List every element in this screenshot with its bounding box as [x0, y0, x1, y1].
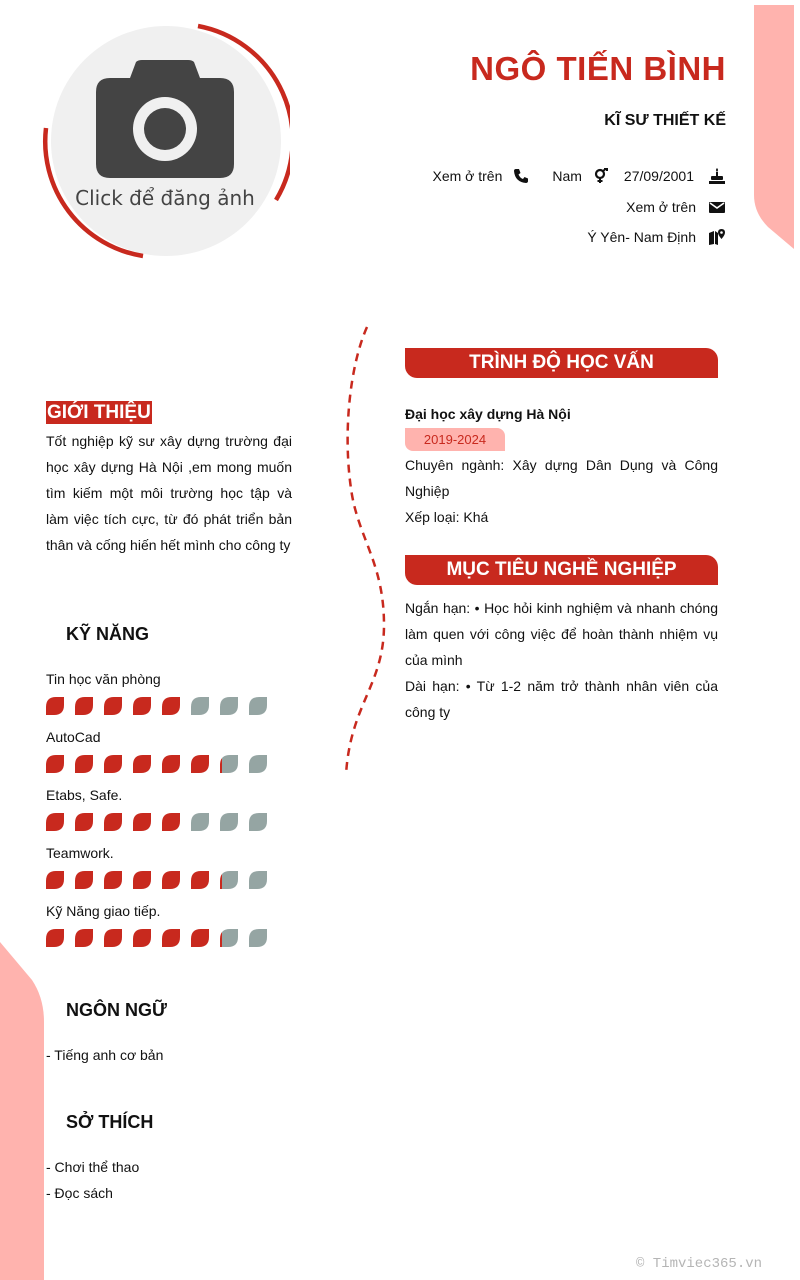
contact-row-2 [626, 199, 726, 215]
skill-leaf-icon [249, 697, 267, 715]
skill-leaf-icon [104, 929, 122, 947]
skill-item [46, 786, 286, 844]
contact-row-1 [432, 168, 726, 184]
skill-rating [46, 871, 286, 889]
skill-leaf-icon [75, 813, 93, 831]
skill-leaf-icon [75, 871, 93, 889]
skill-leaf-icon [249, 755, 267, 773]
skill-leaf-icon [220, 813, 238, 831]
phone-value: Xem ở trên [432, 168, 503, 184]
avatar-upload-label[interactable]: Click để đăng ảnh [75, 186, 255, 210]
skill-leaf-icon [104, 871, 122, 889]
skill-leaf-icon [46, 755, 64, 773]
contact-row-3 [587, 229, 726, 245]
skill-leaf-icon [162, 755, 180, 773]
decorative-shape-top-right [754, 5, 794, 249]
job-title: KĨ SƯ THIẾT KẾ [604, 112, 726, 129]
envelope-icon [708, 199, 726, 215]
skill-leaf-icon [46, 929, 64, 947]
phone-icon [512, 168, 530, 184]
birthday-cake-icon [708, 168, 726, 184]
skill-leaf-icon [133, 871, 151, 889]
skill-leaf-icon [249, 813, 267, 831]
camera-icon [96, 60, 234, 180]
skill-leaf-icon [191, 871, 209, 889]
skill-leaf-icon [133, 813, 151, 831]
skill-rating [46, 755, 286, 773]
skill-item [46, 670, 286, 728]
copyright-watermark: © Timviec365.vn [636, 1256, 763, 1272]
objective-long-term: Dài hạn: • Từ 1-2 năm trở thành nhân viên của công ty [405, 678, 718, 720]
skill-leaf-icon [133, 697, 151, 715]
skill-item [46, 902, 286, 960]
dashed-divider [340, 325, 390, 777]
hobbies-heading: SỞ THÍCH [66, 1112, 154, 1132]
skill-leaf-icon [191, 813, 209, 831]
gender-value: Nam [552, 168, 582, 184]
education-major: Chuyên ngành: Xây dựng Dân Dụng và Công Nghiệp [405, 457, 718, 499]
intro-heading: GIỚI THIỆU [47, 402, 151, 423]
skill-item [46, 728, 286, 786]
skill-name: Tin học văn phòng [46, 671, 161, 687]
skill-leaf-icon [249, 871, 267, 889]
skill-leaf-icon [75, 697, 93, 715]
skill-leaf-icon [104, 755, 122, 773]
skill-item [46, 844, 286, 902]
skill-leaf-icon [104, 697, 122, 715]
skills-heading: KỸ NĂNG [66, 624, 150, 644]
education-grade: Xếp loại: Khá [405, 509, 489, 525]
skill-leaf-icon [46, 697, 64, 715]
gender-icon [592, 168, 610, 184]
skill-rating [46, 929, 286, 947]
skill-leaf-icon [191, 929, 209, 947]
skill-name: AutoCad [46, 729, 101, 745]
skill-leaf-icon [162, 813, 180, 831]
decorative-shape-bottom-left [0, 942, 44, 1280]
skill-leaf-icon [220, 929, 238, 947]
objective-short-term: Ngắn hạn: • Học hỏi kinh nghiệm và nhanh chóng làm quen với công việc để hoàn thành nhiệm vụ của mình [405, 600, 718, 668]
skill-name: Etabs, Safe. [46, 787, 123, 803]
skill-leaf-icon [75, 929, 93, 947]
skill-rating [46, 697, 286, 715]
skill-leaf-icon [162, 697, 180, 715]
education-school: Đại học xây dựng Hà Nội [405, 406, 571, 422]
languages-heading: NGÔN NGỮ [66, 1000, 167, 1020]
skill-leaf-icon [191, 755, 209, 773]
email-value: Xem ở trên [626, 199, 696, 215]
education-heading: TRÌNH ĐỘ HỌC VẤN [405, 348, 718, 378]
birthday-value: 27/09/2001 [623, 168, 694, 184]
skill-leaf-icon [249, 929, 267, 947]
skill-leaf-icon [75, 755, 93, 773]
candidate-name: NGÔ TIẾN BÌNH [470, 50, 726, 87]
address-value: Ý Yên- Nam Định [587, 229, 696, 245]
map-marker-icon [708, 229, 726, 245]
skill-leaf-icon [220, 871, 238, 889]
skill-leaf-icon [220, 755, 238, 773]
skill-leaf-icon [46, 813, 64, 831]
hobby-item: - Đọc sách [46, 1185, 113, 1201]
objective-heading: MỤC TIÊU NGHỀ NGHIỆP [405, 555, 718, 585]
skill-name: Teamwork. [46, 845, 114, 861]
skill-name: Kỹ Năng giao tiếp. [46, 903, 161, 919]
skill-leaf-icon [46, 871, 64, 889]
skill-leaf-icon [162, 871, 180, 889]
skill-leaf-icon [162, 929, 180, 947]
skill-leaf-icon [220, 697, 238, 715]
language-item: - Tiếng anh cơ bản [46, 1047, 164, 1063]
skill-leaf-icon [133, 929, 151, 947]
skill-leaf-icon [133, 755, 151, 773]
education-years-badge: 2019-2024 [405, 428, 505, 451]
intro-text: Tốt nghiệp kỹ sư xây dựng trường đại học xây dựng Hà Nội ,em mong muốn tìm kiếm một môi trường học tập và làm việc tích cực, từ đó phát triển bản thân và cống hiến hết mình cho công ty [46, 433, 292, 553]
skill-rating [46, 813, 286, 831]
hobby-item: - Chơi thể thao [46, 1159, 140, 1175]
skills-list [46, 670, 286, 960]
skill-leaf-icon [191, 697, 209, 715]
skill-leaf-icon [104, 813, 122, 831]
